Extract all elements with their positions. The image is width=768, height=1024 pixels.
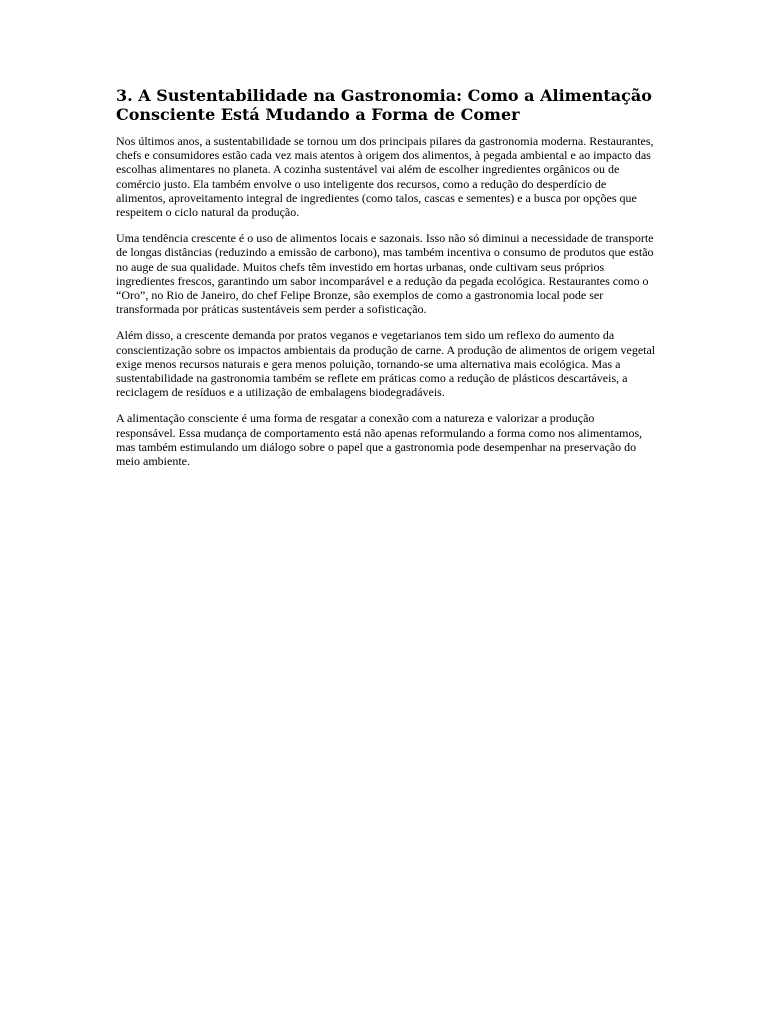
paragraph-3: Além disso, a crescente demanda por pratos veganos e vegetarianos tem sido um reflexo do aumento da conscientização sobre os impactos ambientais da produção de carne. A produção de alimentos de origem vegetal exige menos recursos naturais e gera menos poluição, tornando-se uma alternativa mais ecológica. Mas a sustentabilidade na gastronomia também se reflete em práticas como a redução de plásticos descartáveis, a reciclagem de resíduos e a utilização de embalagens biodegradáveis. — [116, 328, 656, 400]
section-title: 3. A Sustentabilidade na Gastronomia: Como a Alimentação Consciente Está Mudando a Forma de Comer — [116, 86, 652, 124]
document-body — [116, 86, 656, 480]
paragraph-1: Nos últimos anos, a sustentabilidade se tornou um dos principais pilares da gastronomia moderna. Restaurantes, chefs e consumidores estão cada vez mais atentos à origem dos alimentos, à pegada ambiental e ao impacto das escolhas alimentares no planeta. A cozinha sustentável vai além de escolher ingredientes orgânicos ou de comércio justo. Ela também envolve o uso inteligente dos recursos, como a redução do desperdício de alimentos, aproveitamento integral de ingredientes (como talos, cascas e sementes) e a busca por opções que respeitem o ciclo natural da produção. — [116, 134, 654, 220]
paragraph-4: A alimentação consciente é uma forma de resgatar a conexão com a natureza e valorizar a produção responsável. Essa mudança de comportamento está não apenas reformulando a forma como nos alimentamos, mas também estimulando um diálogo sobre o papel que a gastronomia pode desempenhar na preservação do meio ambiente. — [116, 411, 643, 469]
paragraph-2: Uma tendência crescente é o uso de alimentos locais e sazonais. Isso não só diminui a necessidade de transporte de longas distâncias (reduzindo a emissão de carbono), mas também incentiva o consumo de produtos que estão no auge de sua qualidade. Muitos chefs têm investido em hortas urbanas, onde cultivam seus próprios ingredientes frescos, garantindo um sabor incomparável e a redução da pegada ecológica. Restaurantes como o “Oro”, no Rio de Janeiro, do chef Felipe Bronze, são exemplos de como a gastronomia local pode ser transformada por práticas sustentáveis sem perder a sofisticação. — [116, 231, 654, 317]
